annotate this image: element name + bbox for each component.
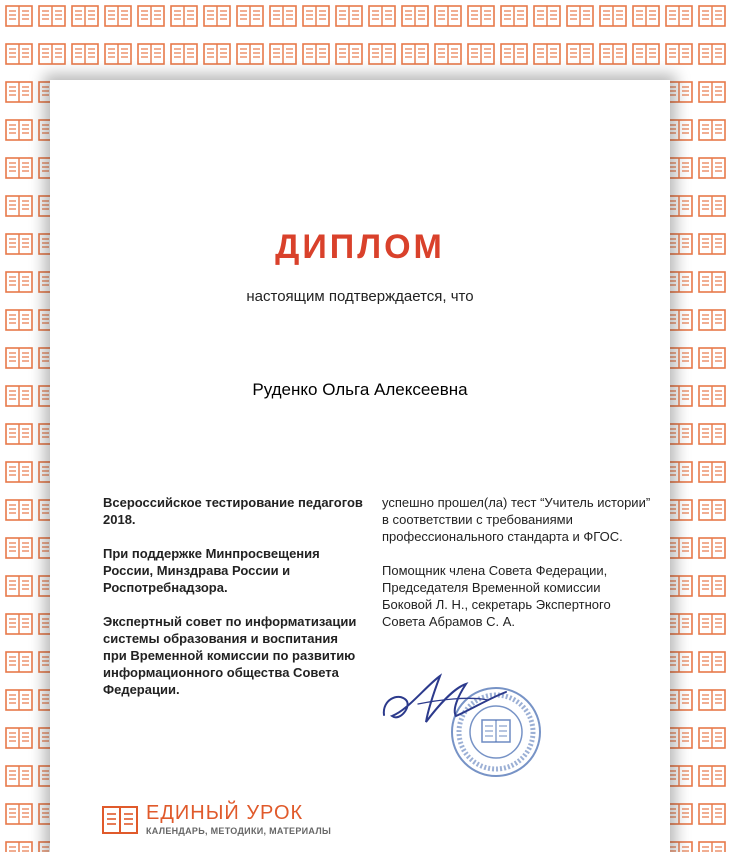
edinyi-urok-logo [102,802,342,842]
diploma-title: ДИПЛОМ [275,228,445,266]
signature-icon [384,676,506,722]
left-paragraph-2: При поддержке Минпросвещения России, Минздрава России и Роспотребнадзора. [103,546,320,595]
logo-tagline: КАЛЕНДАРЬ, МЕТОДИКИ, МАТЕРИАЛЫ [146,826,332,836]
recipient-name: Руденко Ольга Алексеевна [252,380,468,399]
left-paragraph-3: Экспертный совет по информатизации системы образования и воспитания при Временной комиссии по развитию информационного общества Совета Федерации. [103,614,357,697]
logo-name: ЕДИНЫЙ УРОК [146,802,304,824]
book-logo-icon [102,804,138,838]
left-column [103,494,363,715]
diploma-subtitle: настоящим подтверждается, что [246,288,474,305]
seal-icon [452,688,540,776]
right-paragraph-2: Помощник члена Совета Федерации, Председателя Временной комиссии Боковой Л. Н., секретарь Экспертного Совета Абрамов С. А. [382,563,611,629]
signature-and-seal [378,670,558,780]
diploma-sheet [50,80,670,852]
left-paragraph-1: Всероссийское тестирование педагогов 2018. [103,495,363,527]
right-paragraph-1: успешно прошел(ла) тест “Учитель истории” в соответствии с требованиями профессионального стандарта и ФГОС. [382,495,651,544]
right-column [382,494,652,647]
